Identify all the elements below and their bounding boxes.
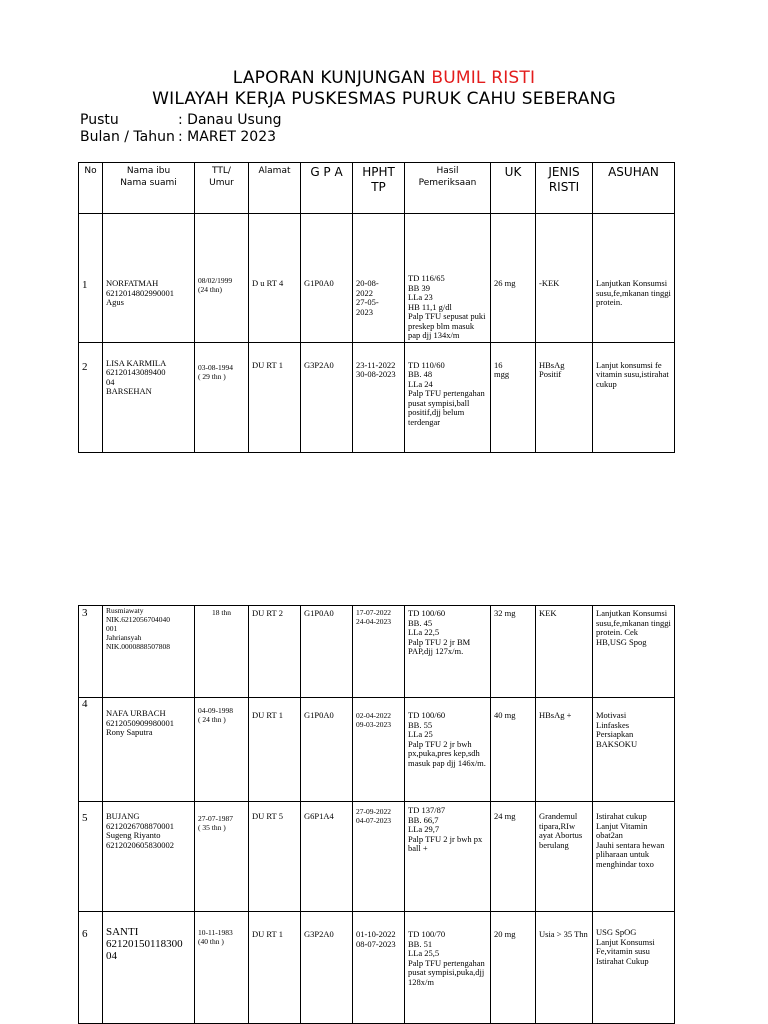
cell-no: 3 [79, 606, 103, 698]
cell-no: 6 [79, 912, 103, 1024]
cell-ttl: 10-11-1983 (40 thn ) [195, 912, 249, 1024]
cell-nama: BUJANG 6212026708870001 Sugeng Riyanto 6212020605830002 [103, 802, 195, 912]
cell-alamat: DU RT 1 [249, 698, 301, 802]
cell-hasil: TD 100/70 BB. 51 LLa 25,5 Palp TFU pertengahan pusat sympisi,puka,djj 128x/m [405, 912, 491, 1024]
visit-table-page-2 [78, 605, 675, 1024]
cell-gpa: G1P0A0 [301, 698, 353, 802]
cell-nama: LISA KARMILA 62120143089400 04 BARSEHAN [103, 342, 195, 452]
cell-uk: 24 mg [491, 802, 536, 912]
cell-no: 2 [79, 342, 103, 452]
col-header-asuhan: ASUHAN [593, 163, 675, 214]
cell-gpa: G6P1A4 [301, 802, 353, 912]
cell-alamat: D u RT 4 [249, 214, 301, 343]
cell-ttl: 08/02/1999 (24 thn) [195, 214, 249, 343]
cell-hasil: TD 100/60 BB. 55 LLa 25 Palp TFU 2 jr bwh px,puka,pres kep,sdh masuk pap djj 146x/m. [405, 698, 491, 802]
report-title-highlight: BUMIL RISTI [431, 68, 536, 88]
col-header-no: No [79, 163, 103, 214]
col-header-ttl: TTL/ Umur [195, 163, 249, 214]
cell-hpht: 02-04-2022 09-03-2023 [353, 698, 405, 802]
cell-asuhan: Lanjut konsumsi fe vitamin susu,istirahat cukup [593, 342, 675, 452]
cell-ttl: 18 thn [195, 606, 249, 698]
table-row [79, 606, 675, 698]
cell-uk: 26 mg [491, 214, 536, 343]
cell-hasil: TD 116/65 BB 39 LLa 23 HB 11,1 g/dl Palp TFU sepusat puki preskep blm masuk pap djj 134x/m [405, 214, 491, 343]
cell-hpht: 20-08- 2022 27-05- 2023 [353, 214, 405, 343]
table-row [79, 342, 675, 452]
cell-no: 5 [79, 802, 103, 912]
cell-hasil: TD 137/87 BB. 66,7 LLa 29,7 Palp TFU 2 jr bwh px ball + [405, 802, 491, 912]
table-row [79, 698, 675, 802]
period-label: Bulan / Tahun [80, 129, 175, 145]
table-row [79, 214, 675, 343]
cell-alamat: DU RT 2 [249, 606, 301, 698]
cell-nama: NAFA URBACH 6212050909980001 Rony Saputra [103, 698, 195, 802]
pustu-value: : Danau Usung [178, 112, 282, 128]
cell-hpht: 17-07-2022 24-04-2023 [353, 606, 405, 698]
period-value: : MARET 2023 [178, 129, 277, 145]
cell-jenis: HBsAg Positif [536, 342, 593, 452]
cell-ttl: 04-09-1998 ( 24 thn ) [195, 698, 249, 802]
cell-gpa: G1P0A0 [301, 214, 353, 343]
report-title [0, 68, 768, 88]
cell-asuhan: Motivasi Linfaskes Persiapkan BAKSOKU [593, 698, 675, 802]
cell-jenis: HBsAg + [536, 698, 593, 802]
cell-asuhan: Lanjutkan Konsumsi susu,fe,mkanan tinggi protein. [593, 214, 675, 343]
cell-gpa: G1P0A0 [301, 606, 353, 698]
cell-asuhan: Istirahat cukup Lanjut Vitamin obat2an Jauhi sentara hewan pliharaan untuk menghindar toxo [593, 802, 675, 912]
col-header-nama: Nama ibu Nama suami [103, 163, 195, 214]
cell-gpa: G3P2A0 [301, 912, 353, 1024]
cell-jenis: -KEK [536, 214, 593, 343]
cell-no: 1 [79, 214, 103, 343]
cell-uk: 32 mg [491, 606, 536, 698]
cell-ttl: 27-07-1987 ( 35 thn ) [195, 802, 249, 912]
cell-nama: Rusmiawaty NIK.6212056704040 001 Jahriansyah NIK.0000888507808 [103, 606, 195, 698]
cell-nama: SANTI 62120150118300 04 [103, 912, 195, 1024]
cell-alamat: DU RT 5 [249, 802, 301, 912]
cell-hpht: 27-09-2022 04-07-2023 [353, 802, 405, 912]
report-subtitle: WILAYAH KERJA PUSKESMAS PURUK CAHU SEBERANG [152, 89, 616, 109]
cell-jenis: KEK [536, 606, 593, 698]
cell-ttl: 03-08-1994 ( 29 thn ) [195, 342, 249, 452]
cell-jenis: Usia > 35 Thn [536, 912, 593, 1024]
table-row [79, 912, 675, 1024]
period-line [80, 129, 276, 145]
cell-nama: NORFATMAH 6212014802990001 Agus [103, 214, 195, 343]
cell-jenis: Grandemul tipara,RIw ayat Abortus berulang [536, 802, 593, 912]
table-header-row [79, 163, 675, 214]
table-row [79, 802, 675, 912]
col-header-hasil: Hasil Pemeriksaan [405, 163, 491, 214]
cell-asuhan: Lanjutkan Konsumsi susu,fe,mkanan tinggi protein. Cek HB,USG Spog [593, 606, 675, 698]
cell-no: 4 [79, 698, 103, 802]
cell-uk: 16 mgg [491, 342, 536, 452]
cell-gpa: G3P2A0 [301, 342, 353, 452]
visit-table-page-1 [78, 162, 675, 453]
pustu-label: Pustu [80, 112, 119, 128]
cell-hpht: 23-11-2022 30-08-2023 [353, 342, 405, 452]
cell-uk: 20 mg [491, 912, 536, 1024]
col-header-gpa: G P A [301, 163, 353, 214]
cell-asuhan: USG SpOG Lanjut Konsumsi Fe,vitamin susu Istirahat Cukup [593, 912, 675, 1024]
cell-alamat: DU RT 1 [249, 912, 301, 1024]
report-title-prefix: LAPORAN KUNJUNGAN [232, 68, 426, 88]
cell-hasil: TD 100/60 BB. 45 LLa 22,5 Palp TFU 2 jr BM PAP,djj 127x/m. [405, 606, 491, 698]
col-header-alamat: Alamat [249, 163, 301, 214]
col-header-jenis: JENIS RISTI [536, 163, 593, 214]
cell-alamat: DU RT 1 [249, 342, 301, 452]
col-header-uk: UK [491, 163, 536, 214]
col-header-hpht: HPHT TP [353, 163, 405, 214]
cell-uk: 40 mg [491, 698, 536, 802]
cell-hpht: 01-10-2022 08-07-2023 [353, 912, 405, 1024]
pustu-line [80, 112, 281, 128]
cell-hasil: TD 110/60 BB. 48 LLa 24 Palp TFU pertengahan pusat sympisi,ball positif,djj belum terdengar [405, 342, 491, 452]
